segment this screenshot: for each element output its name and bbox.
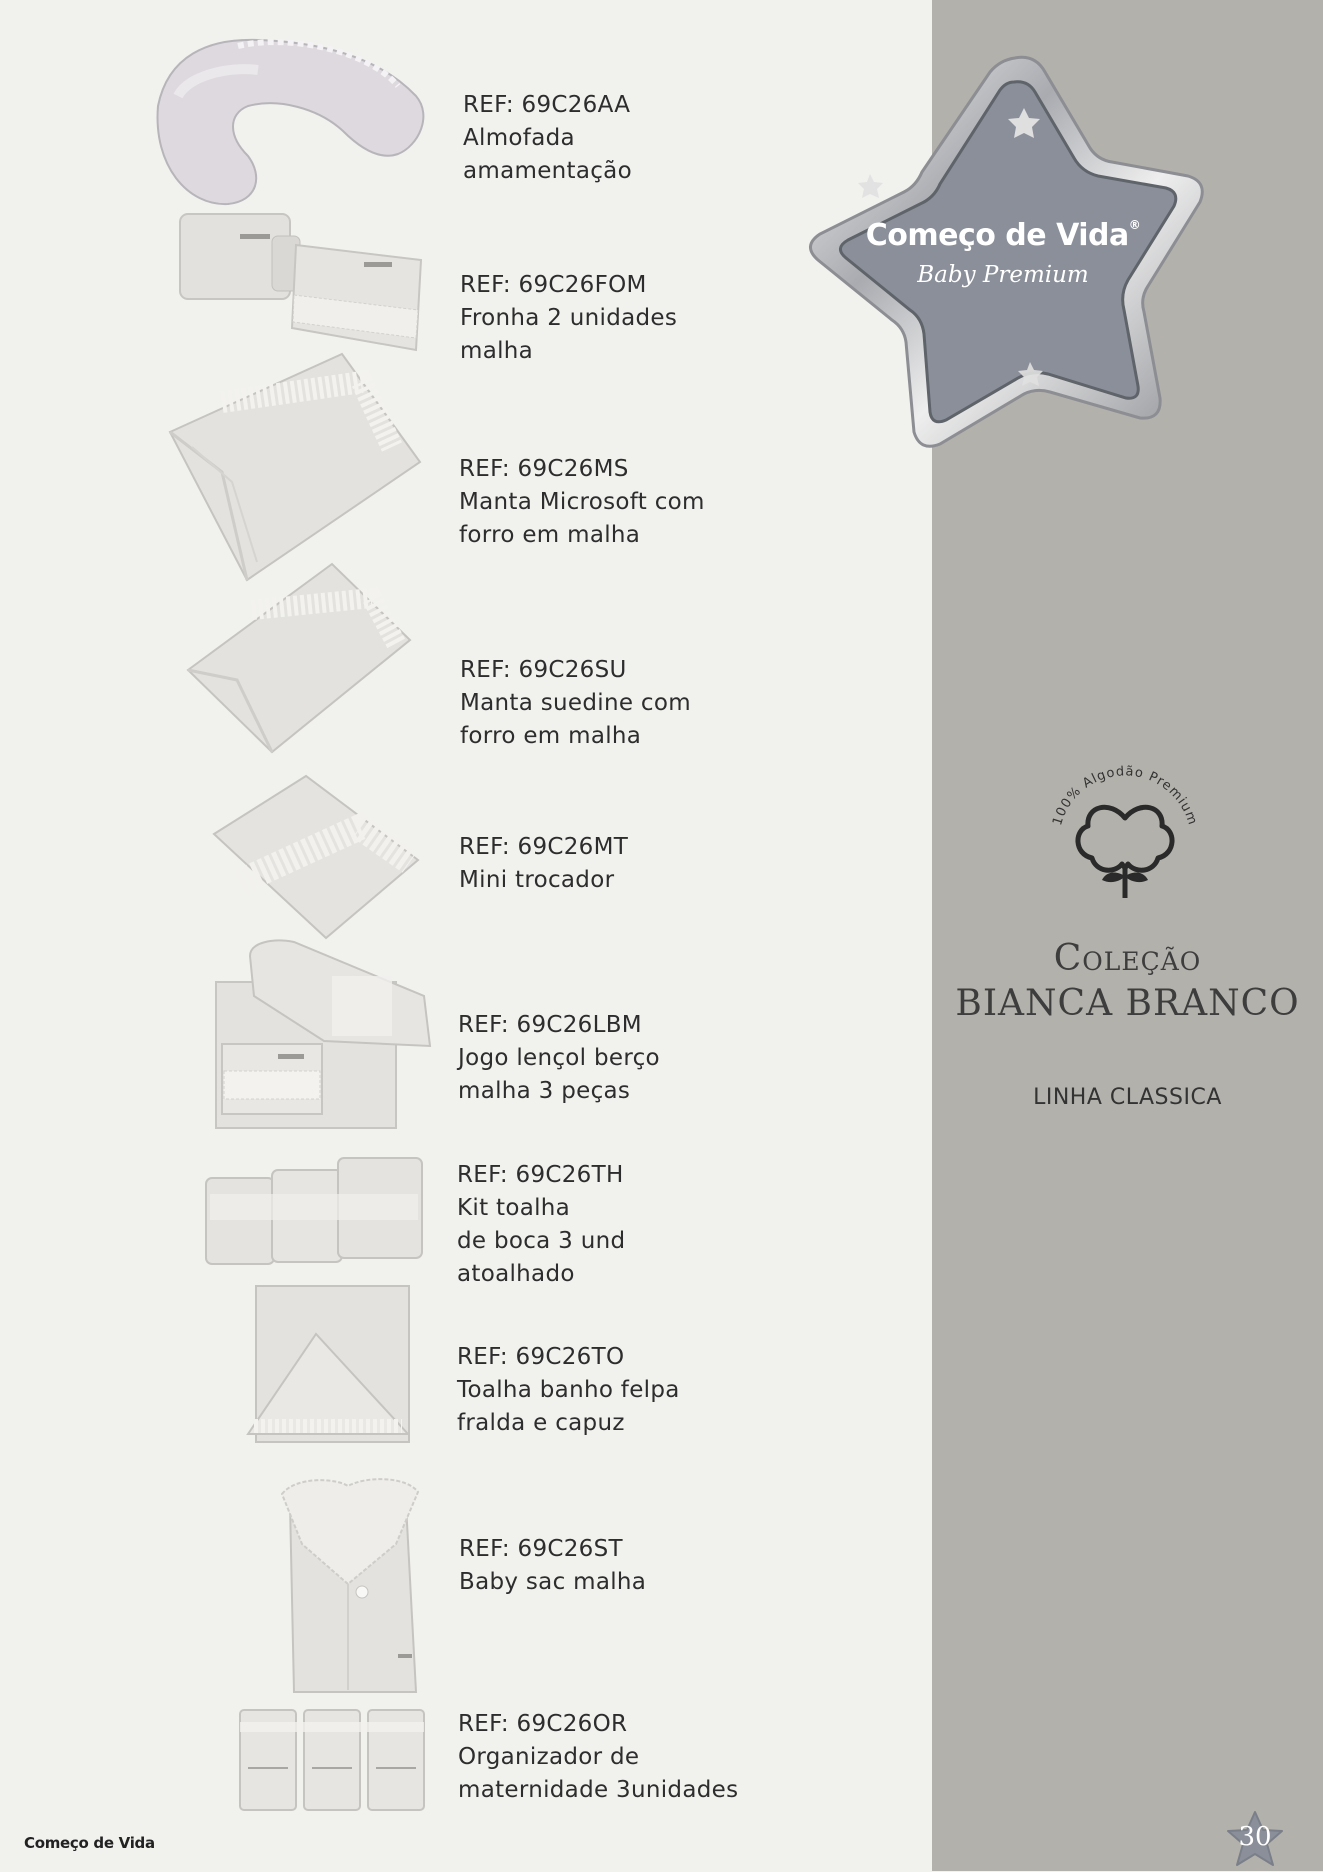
collection-title-line1: Coleção bbox=[1053, 938, 1202, 979]
product-image-mini-changer bbox=[210, 772, 420, 942]
product-desc-line: Manta suedine com bbox=[460, 690, 691, 716]
product-text-69c26st bbox=[459, 1533, 646, 1599]
product-ref: REF: 69C26SU bbox=[460, 657, 627, 683]
product-desc-line: malha bbox=[460, 338, 534, 364]
product-image-nursing-pillow bbox=[148, 36, 428, 211]
page-number-badge bbox=[1226, 1810, 1284, 1872]
cotton-badge bbox=[1040, 760, 1210, 914]
product-ref: REF: 69C26MS bbox=[459, 456, 629, 482]
product-ref: REF: 69C26AA bbox=[463, 92, 631, 118]
product-ref: REF: 69C26OR bbox=[458, 1711, 628, 1737]
product-image-pillowcases bbox=[176, 210, 426, 355]
product-ref: REF: 69C26MT bbox=[459, 834, 629, 860]
product-desc-line: forro em malha bbox=[459, 522, 641, 548]
product-desc-line: Fronha 2 unidades bbox=[460, 305, 678, 331]
product-text-69c26ms bbox=[459, 453, 705, 552]
product-image-hooded-towel bbox=[246, 1284, 411, 1446]
page-number: 30 bbox=[1238, 1822, 1272, 1852]
product-image-towel-kit bbox=[204, 1156, 424, 1268]
product-desc-line: Mini trocador bbox=[459, 867, 615, 893]
product-desc-line: Baby sac malha bbox=[459, 1569, 647, 1595]
product-image-blanket-microsoft bbox=[162, 352, 422, 582]
product-desc-line: Manta Microsoft com bbox=[459, 489, 705, 515]
product-text-69c26mt bbox=[459, 831, 628, 897]
product-text-69c26or bbox=[458, 1708, 738, 1807]
product-ref: REF: 69C26ST bbox=[459, 1536, 623, 1562]
product-text-69c26su bbox=[460, 654, 691, 753]
product-ref: REF: 69C26TH bbox=[457, 1162, 624, 1188]
product-text-69c26to bbox=[457, 1341, 680, 1440]
product-desc-line: Almofada bbox=[463, 125, 575, 151]
product-text-69c26fom bbox=[460, 269, 677, 368]
product-desc-line: de boca 3 und bbox=[457, 1228, 626, 1254]
product-desc-line: maternidade 3unidades bbox=[458, 1777, 739, 1803]
product-text-69c26aa bbox=[463, 89, 632, 188]
product-desc-line: malha 3 peças bbox=[458, 1078, 631, 1104]
brand-name: Começo de Vida® bbox=[865, 218, 1141, 253]
cotton-flower-icon bbox=[1040, 760, 1210, 910]
product-image-crib-sheet-set bbox=[214, 936, 434, 1131]
product-ref: REF: 69C26FOM bbox=[460, 272, 647, 298]
product-text-69c26lbm bbox=[458, 1009, 660, 1108]
product-text-69c26th bbox=[457, 1159, 625, 1291]
product-desc-line: atoalhado bbox=[457, 1261, 575, 1287]
product-ref: REF: 69C26TO bbox=[457, 1344, 625, 1370]
product-line-label: LINHA CLASSICA bbox=[1033, 1085, 1222, 1110]
brand-tagline: Baby Premium bbox=[917, 262, 1089, 288]
footer-brand-logo: Começo de Vida bbox=[24, 1834, 155, 1852]
badge-arc-text: 100% Algodão Premium bbox=[1050, 764, 1200, 828]
product-desc-line: Organizador de bbox=[458, 1744, 640, 1770]
product-ref: REF: 69C26LBM bbox=[458, 1012, 642, 1038]
product-desc-line: forro em malha bbox=[460, 723, 642, 749]
brand-logo bbox=[800, 48, 1206, 458]
product-image-baby-sac bbox=[276, 1474, 421, 1696]
product-desc-line: amamentação bbox=[463, 158, 632, 184]
product-desc-line: Kit toalha bbox=[457, 1195, 571, 1221]
product-image-maternity-organizer bbox=[238, 1708, 428, 1812]
product-desc-line: fralda e capuz bbox=[457, 1410, 625, 1436]
product-desc-line: Jogo lençol berço bbox=[458, 1045, 660, 1071]
collection-title-line2: BIANCA BRANCO bbox=[955, 983, 1300, 1024]
brand-star-icon bbox=[800, 48, 1206, 458]
product-desc-line: Toalha banho felpa bbox=[457, 1377, 680, 1403]
product-image-blanket-suedine bbox=[182, 560, 412, 755]
